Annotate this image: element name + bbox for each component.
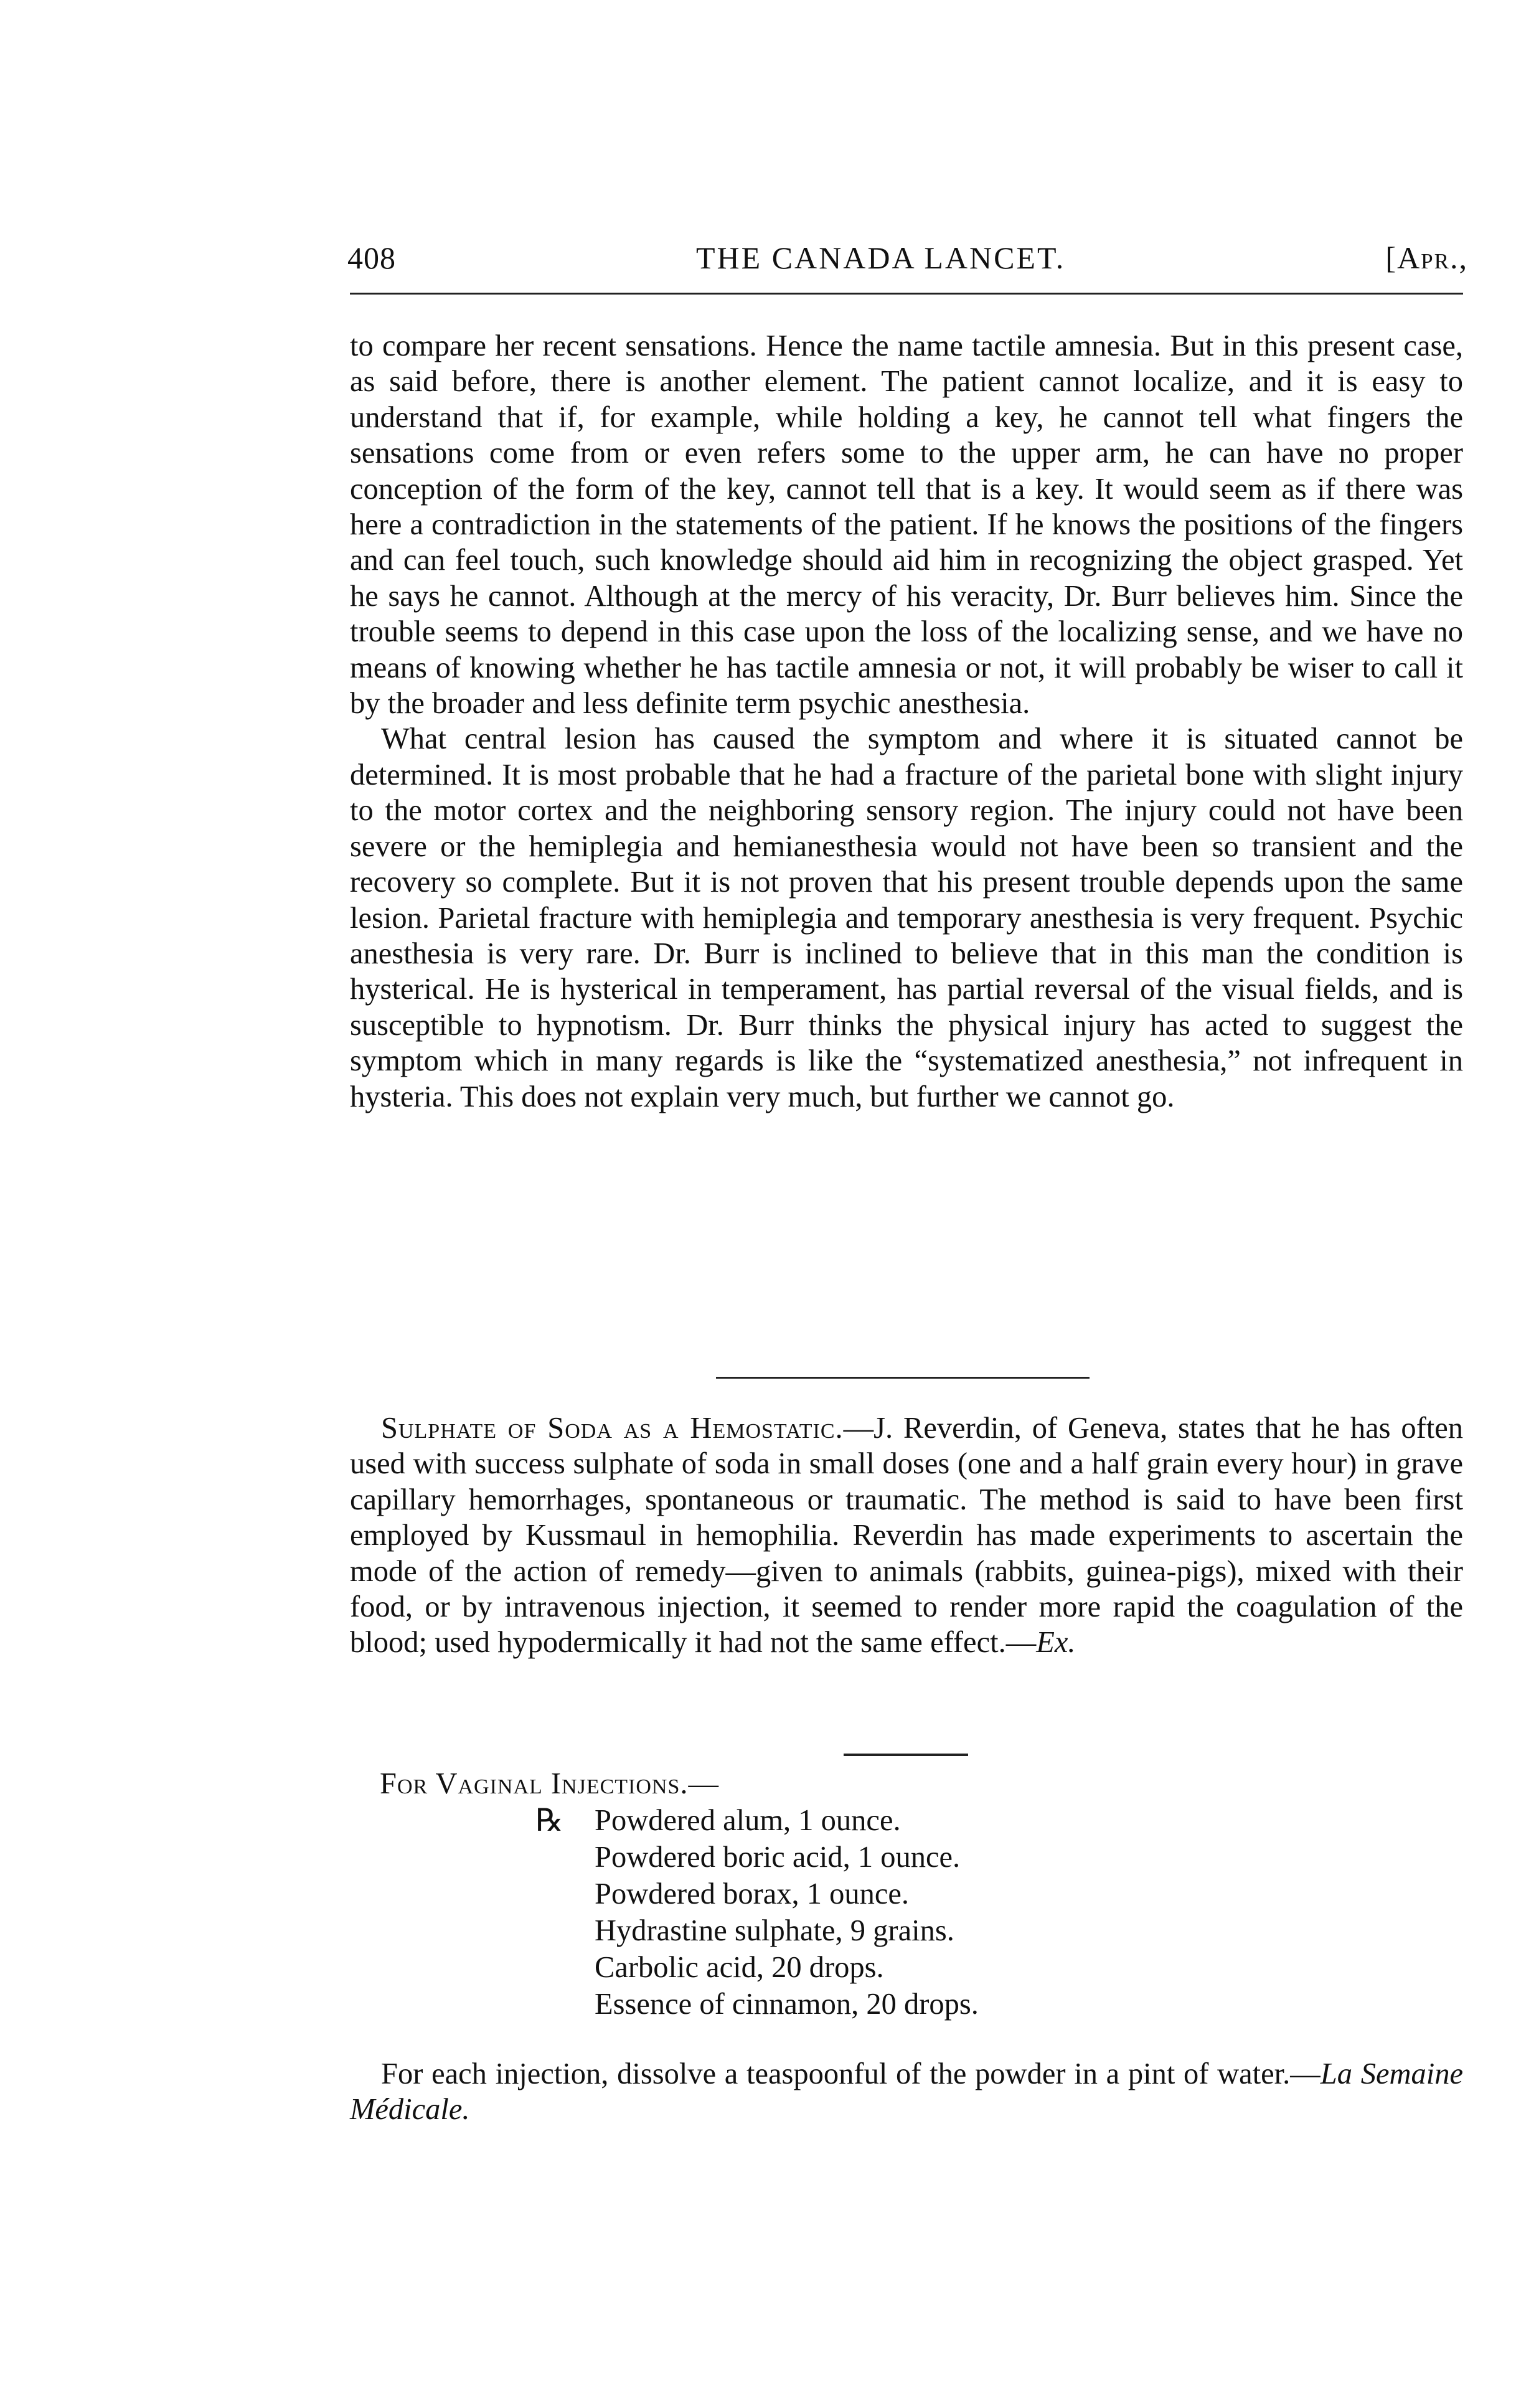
article-source: Ex. (1036, 1626, 1076, 1660)
case-report (350, 328, 1463, 1115)
prescription-item (511, 1912, 979, 1949)
ingredient-text: Carbolic acid, 20 drops. (595, 1951, 884, 1984)
header-rule (350, 293, 1463, 295)
directions-paragraph (350, 2056, 1463, 2128)
sulphate-article (350, 1410, 1463, 1661)
journal-title: THE CANADA LANCET. (696, 240, 1066, 275)
prescription-item (511, 1839, 979, 1876)
prescription-item (511, 1876, 979, 1912)
directions-text: For each injection, dissolve a teaspoonful of the powder in a pint of water.— (381, 2057, 1321, 2090)
ingredient-text: Hydrastine sulphate, 9 grains. (595, 1914, 954, 1947)
prescription-directions (350, 2056, 1463, 2128)
prescription-list (511, 1802, 979, 2023)
case-report-paragraph: to compare her recent sensations. Hence the name tactile amnesia. But in this present case, as said before, there is another element. The patient cannot localize, and it is easy to understand that if, for example, while holding a key, he cannot tell what fingers the sensations come from or even refers some to the upper arm, he can have no proper conception of the form of the key, cannot tell that is a key. It would seem as if there was here a contradiction in the statements of the patient. If he knows the positions of the fingers and can feel touch, such knowledge should aid him in recognizing the object grasped. Yet he says he cannot. Although at the mercy of his veracity, Dr. Burr believes him. Since the trouble seems to depend in this case upon the loss of the localizing sense, and we have no means of knowing whether he has tactile amnesia or not, it will probably be wiser to call it by the broader and less definite term psychic anesthesia. (350, 329, 1463, 720)
ingredient-text: Powdered boric acid, 1 ounce. (595, 1841, 961, 1874)
article-divider (844, 1754, 968, 1756)
prescription-item (511, 1986, 979, 2023)
ingredient-text: Powdered borax, 1 ounce. (595, 1877, 910, 1910)
case-report-paragraph: What central lesion has caused the symptom and where it is situated cannot be determined. It is most probable that he had a fracture of the parietal bone with slight injury to the motor cortex and the neighboring sensory region. The injury could not have been severe or the hemiplegia and hemianesthesia would not have been so transient and the recovery so complete. But it is not proven that his present trouble depends upon the same lesion. Parietal fracture with hemiplegia and temporary anesthesia is very frequent. Psychic anesthesia is very rare. Dr. Burr is inclined to believe that in this man the condition is hysterical. He is hysterical in temperament, has partial reversal of the visual fields, and is susceptible to hypnotism. Dr. Burr thinks the physical injury has acted to suggest the symptom which in many regards is like the “systematized anesthesia,” not infrequent in hysteria. This does not explain very much, but further we cannot go. (350, 722, 1463, 1113)
prescription-item (511, 1949, 979, 1986)
directions-source: La Semaine Médicale. (350, 2057, 1464, 2127)
issue-month: [Apr., (1385, 240, 1468, 275)
article-heading: Sulphate of Soda as a Hemostatic. (381, 1412, 844, 1445)
prescription-item (511, 1802, 979, 1839)
ingredient-text: Powdered alum, 1 ounce. (595, 1804, 901, 1837)
prescription-heading: For Vaginal Injections.— (380, 1767, 720, 1800)
page-number: 408 (347, 240, 396, 275)
rx-symbol: ℞ (535, 1803, 563, 1838)
section-divider (716, 1377, 1090, 1379)
article-body: —J. Reverdin, of Geneva, states that he has often used with success sulphate of soda in small doses (one and a half grain every hour) in grave capillary hemorrhages, spontaneous or traumatic. The method is said to have been first employed by Kussmaul in hemophilia. Reverdin has made experiments to ascertain the mode of the action of remedy—given to animals (rabbits, guinea-pigs), mixed with their food, or by intravenous injection, it seemed to render more rapid the coagulation of the blood; used hypodermically it had not the same effect.— (350, 1412, 1463, 1660)
ingredient-text: Essence of cinnamon, 20 drops. (595, 1988, 979, 2021)
running-head (347, 240, 1468, 283)
sulphate-article-paragraph (350, 1410, 1463, 1661)
